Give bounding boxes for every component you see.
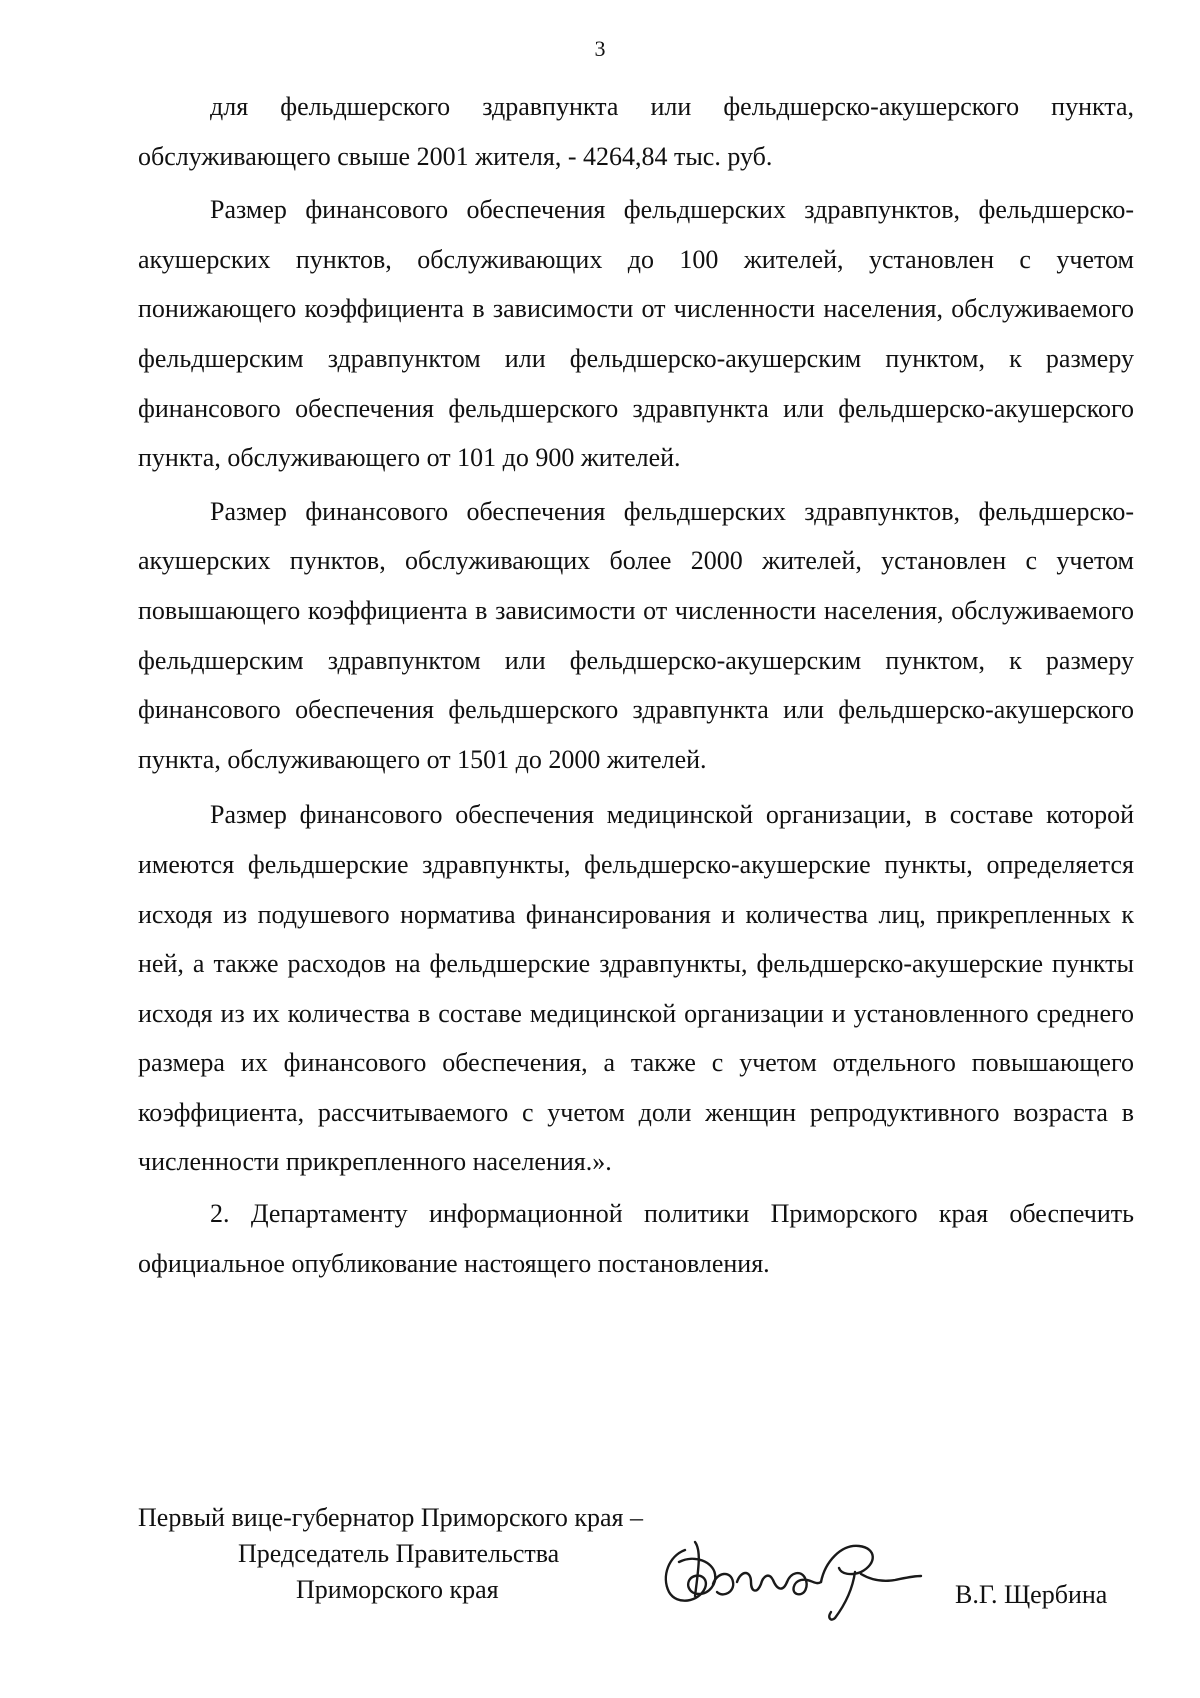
signatory-title-line: Председатель Правительства bbox=[238, 1539, 560, 1568]
paragraph-continuation: для фельдшерского здравпункта или фельдшерско-акушерского пункта, обслуживающего свыше 2001 жителя, - 4264,84 тыс. руб. bbox=[138, 92, 1134, 171]
page-number: 3 bbox=[594, 36, 606, 61]
signatory-title-line: Приморского края bbox=[296, 1575, 499, 1604]
paragraph-publication-order: 2. Департаменту информационной политики Приморского края обеспечить официальное опубликование настоящего постановления. bbox=[138, 1199, 1134, 1278]
paragraph-raising-coefficient: Размер финансового обеспечения фельдшерских здравпунктов, фельдшерско-акушерских пунктов, обслуживающих более 2000 жителей, установлен с учетом повышающего коэффициента в зависимости от численности населения, обслуживаемого фельдшерским здравпунктом или фельдшерско-акушерским пунктом, к размеру финансового обеспечения фельдшерского здравпункта или фельдшерско-акушерского пункта, обслуживающего от 1501 до 2000 жителей. bbox=[138, 496, 1134, 774]
paragraph-lowering-coefficient: Размер финансового обеспечения фельдшерских здравпунктов, фельдшерско-акушерских пунктов, обслуживающих до 100 жителей, установлен с учетом понижающего коэффициента в зависимости от численности населения, обслуживаемого фельдшерским здравпунктом или фельдшерско-акушерским пунктом, к размеру финансового обеспечения фельдшерского здравпункта или фельдшерско-акушерского пункта, обслуживающего от 101 до 900 жителей. bbox=[138, 195, 1134, 473]
document-body bbox=[138, 82, 1134, 1288]
signatory-title bbox=[138, 1500, 643, 1608]
paragraph-medical-organization: Размер финансового обеспечения медицинской организации, в составе которой имеются фельдшерские здравпункты, фельдшерско-акушерские пункты, определяется исходя из подушевого норматива финансирования и количества лиц, прикрепленных к ней, а также расходов на фельдшерские здравпункты, фельдшерско-акушерские пункты исходя из их количества в составе медицинской организации и установленного среднего размера их финансового обеспечения, а также с учетом отдельного повышающего коэффициента, рассчитываемого с учетом доли женщин репродуктивного возраста в численности прикрепленного населения.». bbox=[138, 800, 1134, 1177]
handwritten-signature bbox=[655, 1532, 925, 1624]
signatory-title-line: Первый вице-губернатор Приморского края – bbox=[138, 1503, 643, 1532]
signatory-name: В.Г. Щербина bbox=[955, 1580, 1108, 1609]
